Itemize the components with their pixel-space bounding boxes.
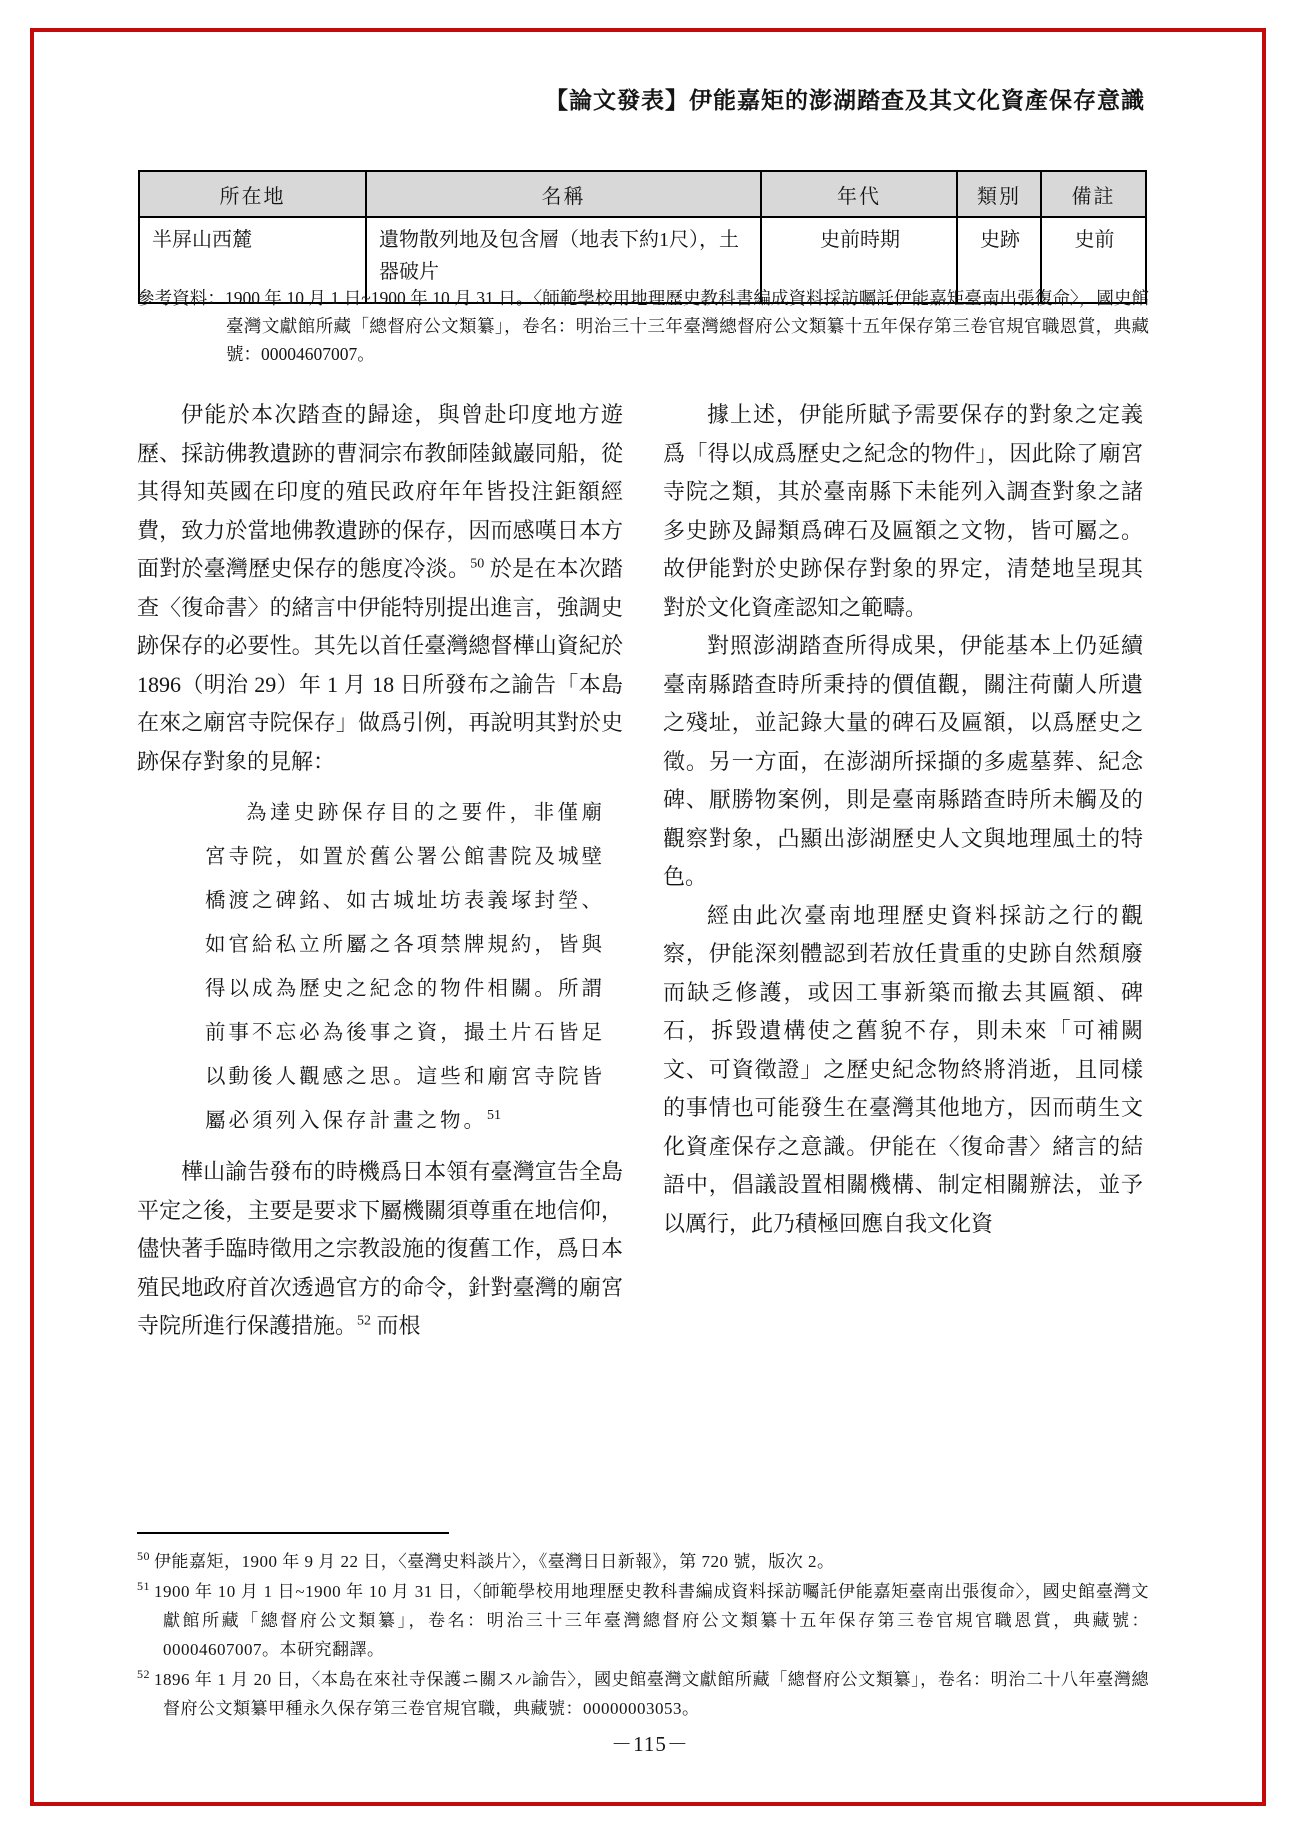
left-paragraph-1	[137, 396, 623, 781]
table-header-row	[139, 171, 1146, 217]
block-quote	[205, 791, 605, 1143]
footnote-text: 伊能嘉矩，1900 年 9 月 22 日，〈臺灣史料談片〉，《臺灣日日新報》，第 720 號，版次 2。	[154, 1552, 835, 1571]
footnotes-section	[137, 1532, 1149, 1724]
footnote-number: 52	[137, 1667, 150, 1682]
right-paragraph-1: 據上述，伊能所賦予需要保存的對象之定義爲「得以成爲歷史之紀念的物件」，因此除了廟宮寺院之類，其於臺南縣下未能列入調查對象之諸多史跡及歸類爲碑石及匾額之文物，皆可屬之。故伊能對於史跡保存對象的界定，清楚地呈現其對於文化資產認知之範疇。	[663, 402, 1143, 620]
table-header-remarks: 備註	[1041, 171, 1146, 217]
footnote-number: 51	[137, 1579, 150, 1594]
right-column	[663, 396, 1143, 1346]
footnote-ref-50: 50	[470, 556, 485, 572]
footnote-52	[137, 1665, 1149, 1723]
cell-name: 遺物散列地及包含層（地表下約1尺），土器破片	[366, 217, 761, 303]
page-header-title: 【論文發表】伊能嘉矩的澎湖踏查及其文化資產保存意識	[545, 87, 1145, 113]
footnote-ref-51: 51	[487, 1108, 501, 1124]
page-number: －115－	[611, 1732, 689, 1756]
cell-remarks: 史前	[1041, 217, 1146, 303]
table-header-era: 年代	[761, 171, 957, 217]
cell-era: 史前時期	[761, 217, 957, 303]
table-header-name: 名稱	[366, 171, 761, 217]
footnote-text: 1896 年 1 月 20 日，〈本島在來社寺保護ニ關スル諭告〉，國史館臺灣文獻館所藏「總督府公文類纂」，卷名：明治二十八年臺灣總督府公文類纂甲種永久保存第三卷官規官職，典藏號：00000003053。	[154, 1670, 1149, 1718]
table-header-category: 類別	[957, 171, 1041, 217]
cell-location: 半屏山西麓	[139, 217, 366, 303]
paragraph-text: 而根	[371, 1313, 421, 1338]
footnote-50	[137, 1547, 1149, 1576]
cell-category: 史跡	[957, 217, 1041, 303]
left-paragraph-2	[137, 1153, 623, 1346]
paragraph-text: 於是在本次踏查〈復命書〉的緒言中伊能特別提出進言，強調史跡保存的必要性。其先以首任臺灣總督樺山資紀於 1896（明治 29）年 1 月 18 日所發布之諭告「本島在來之廟宮寺院保存」做爲引例，再說明其對於史跡保存對象的見解：	[137, 556, 623, 774]
footnote-separator	[137, 1532, 449, 1534]
left-column	[137, 396, 623, 1346]
footnote-51	[137, 1577, 1149, 1664]
paragraph-text: 樺山諭告發布的時機爲日本領有臺灣宣告全島平定之後，主要是要求下屬機關須尊重在地信仰，儘快著手臨時徵用之宗教設施的復舊工作，爲日本殖民地政府首次透過官方的命令，針對臺灣的廟宮寺院所進行保護措施。	[137, 1159, 623, 1338]
table-reference-note	[137, 284, 1149, 368]
body-columns	[137, 396, 1145, 1346]
footnote-ref-52: 52	[357, 1313, 372, 1329]
right-paragraph-2: 對照澎湖踏查所得成果，伊能基本上仍延續臺南縣踏查時所秉持的價值觀，關注荷蘭人所遺之殘址，並記錄大量的碑石及匾額，以爲歷史之徵。另一方面，在澎湖所採擷的多處墓葬、紀念碑、厭勝物案例，則是臺南縣踏查時所未觸及的觀察對象，凸顯出澎湖歷史人文與地理風土的特色。	[663, 633, 1143, 889]
right-paragraph-3: 經由此次臺南地理歷史資料採訪之行的觀察，伊能深刻體認到若放任貴重的史跡自然頹廢而缺乏修護，或因工事新築而撤去其匾額、碑石，拆毀遺構使之舊貌不存，則未來「可補闕文、可資徵證」之歷史紀念物終將消逝，且同樣的事情也可能發生在臺灣其他地方，因而萌生文化資產保存之意識。伊能在〈復命書〉緒言的結語中，倡議設置相關機構、制定相關辦法，並予以厲行，此乃積極回應自我文化資	[663, 902, 1143, 1236]
paragraph-text: 伊能於本次踏查的歸途，與曾赴印度地方遊歷、採訪佛教遺跡的曹洞宗布教師陸鉞巖同船，從其得知英國在印度的殖民政府年年皆投注鉅額經費，致力於當地佛教遺跡的保存，因而感嘆日本方面對於臺灣歷史保存的態度冷淡。	[137, 402, 623, 581]
footnote-text: 1900 年 10 月 1 日~1900 年 10 月 31 日，〈師範學校用地理歷史教科書編成資料採訪囑託伊能嘉矩臺南出張復命〉，國史館臺灣文獻館所藏「總督府公文類纂」，卷名：明治三十三年臺灣總督府公文類纂十五年保存第三卷官規官職恩賞，典藏號：00004607007。本研究翻譯。	[154, 1582, 1149, 1659]
footnote-number: 50	[137, 1549, 150, 1564]
reference-label: 參考資料：	[137, 288, 225, 308]
table-header-location: 所在地	[139, 171, 366, 217]
reference-text: 1900 年 10 月 1 日~1900 年 10 月 31 日。〈師範學校用地理歷史教科書編成資料採訪囑託伊能嘉矩臺南出張復命〉，國史館臺灣文獻館所藏「總督府公文類纂」，卷名：明治三十三年臺灣總督府公文類纂十五年保存第三卷官規官職恩賞，典藏號：00004607007。	[224, 288, 1150, 364]
quote-text: 為達史跡保存目的之要件，非僅廟宮寺院，如置於舊公署公館書院及城壁橋渡之碑銘、如古城址坊表義塚封塋、如官給私立所屬之各項禁牌規約，皆與得以成為歷史之紀念的物件相關。所謂前事不忘必為後事之資，撮土片石皆足以動後人觀感之思。這些和廟宮寺院皆屬必須列入保存計畫之物。	[205, 802, 605, 1132]
